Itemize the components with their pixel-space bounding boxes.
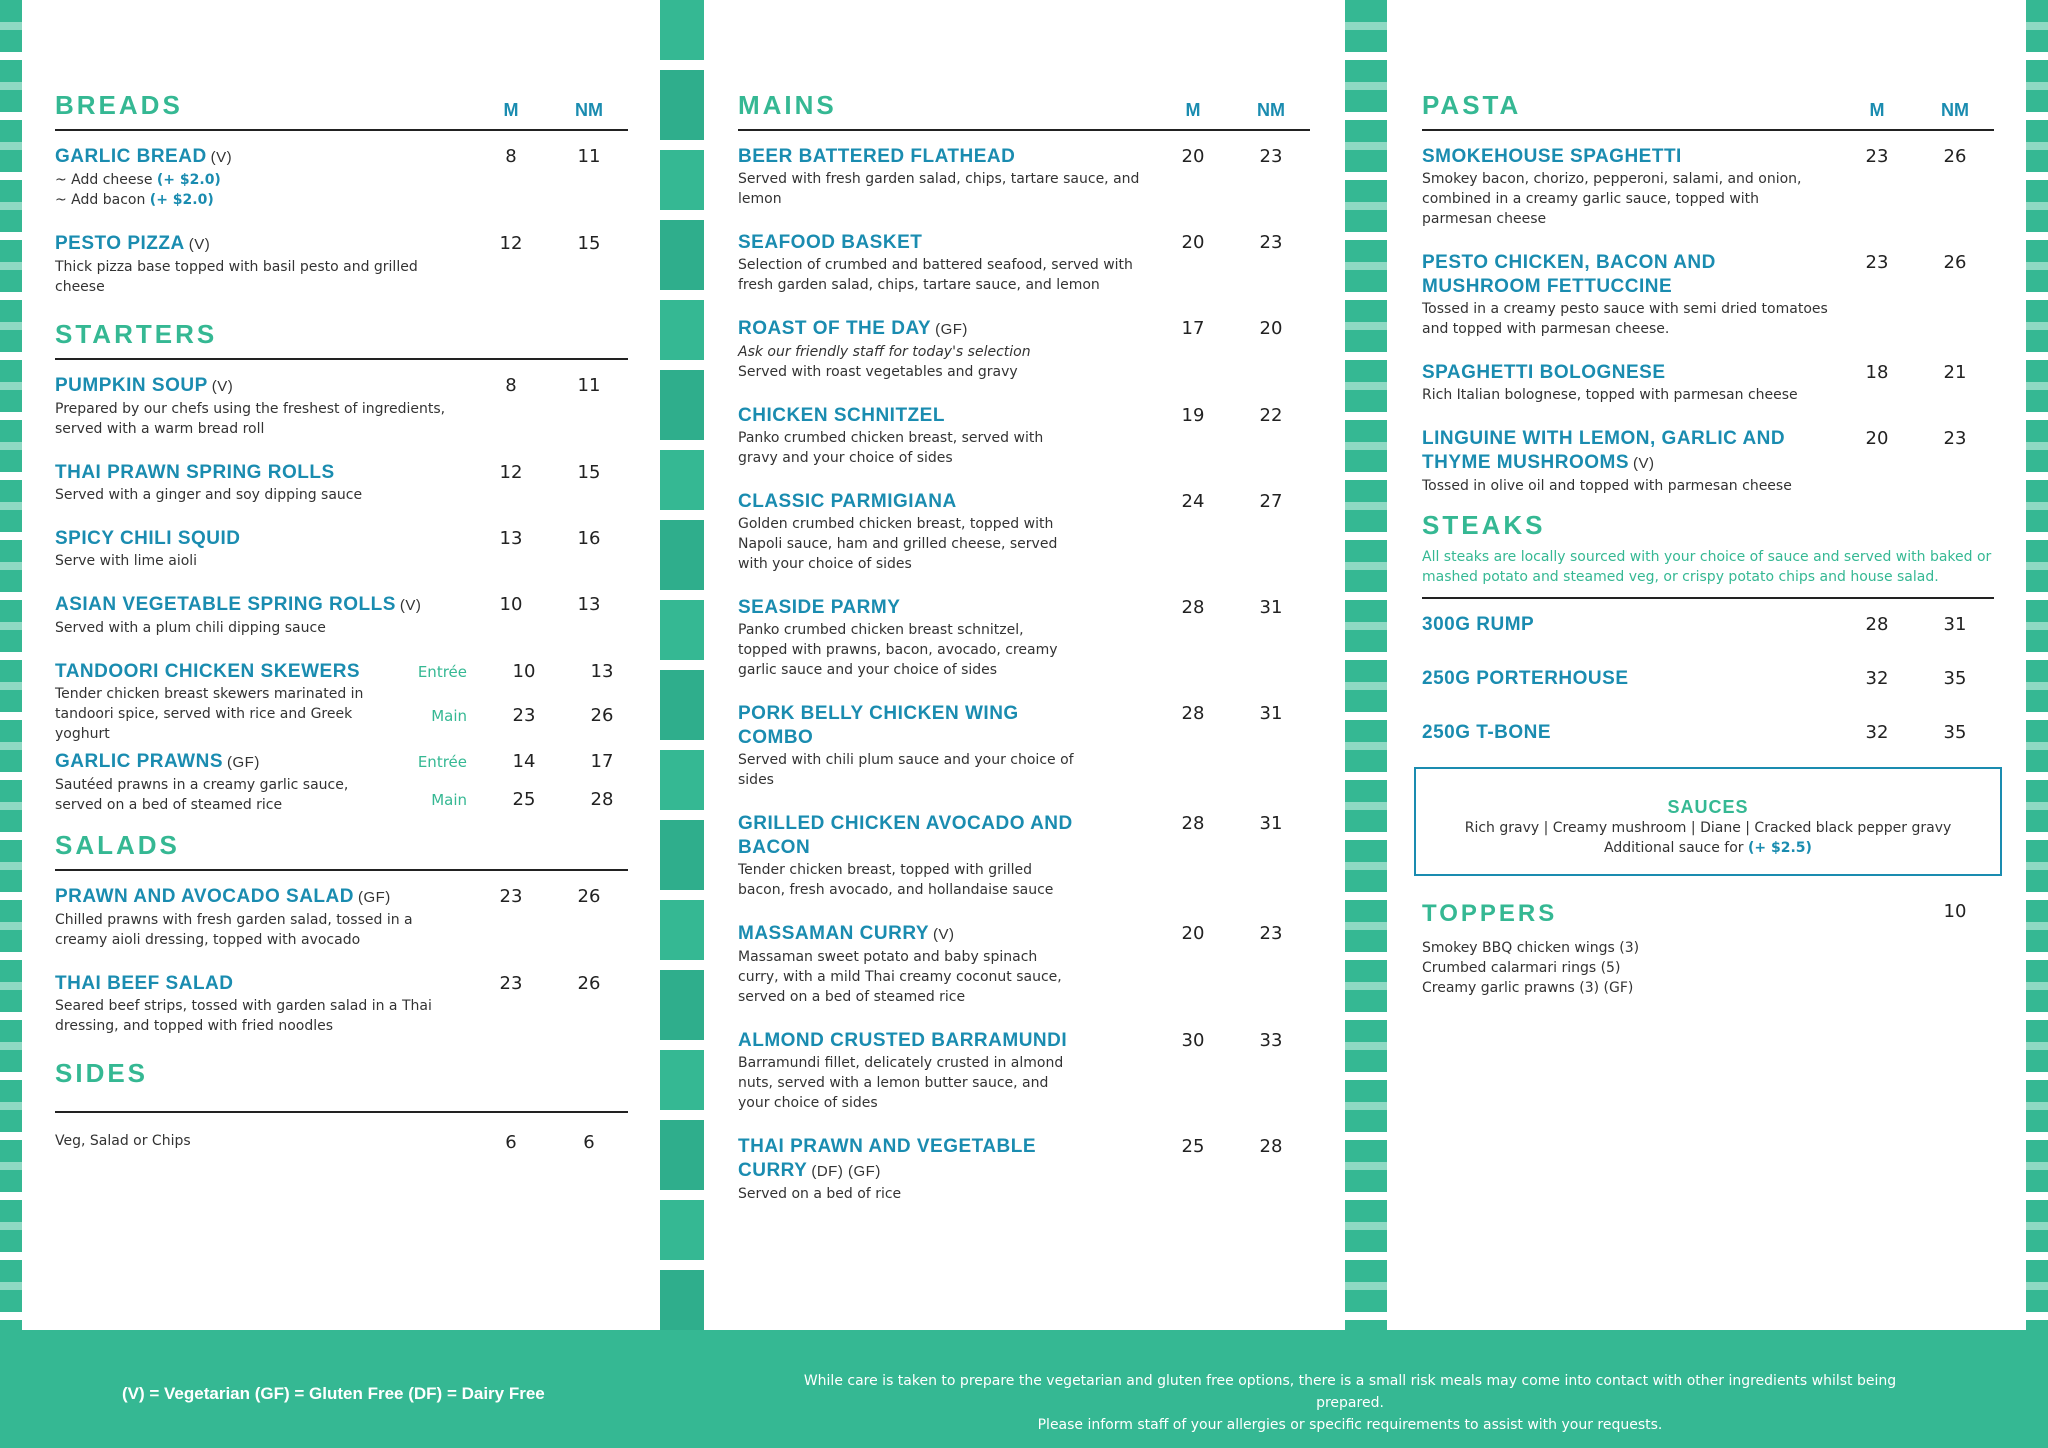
menu-item — [738, 1135, 1310, 1204]
price-nm: 15 — [577, 462, 601, 483]
item-desc: Massaman sweet potato and baby spinach curry, with a mild Thai creamy coconut sauce, served on a bed of steamed rice — [738, 949, 1062, 1005]
item-name: PORK BELLY CHICKEN WING COMBO — [738, 703, 1019, 748]
section-title: PASTA — [1422, 90, 1522, 120]
price-m: 10 — [512, 661, 536, 682]
price-nm: 35 — [1943, 668, 1967, 689]
item-desc: Panko crumbed chicken breast, served with gravy and your choice of sides — [738, 430, 1044, 466]
price-m: 32 — [1865, 722, 1889, 743]
item-desc: Served with chili plum sauce and your choice of sides — [738, 752, 1074, 788]
price-m: 12 — [499, 233, 523, 254]
entree-label: Entrée — [417, 663, 467, 681]
topper-item: Creamy garlic prawns (3) (GF) — [1422, 980, 1634, 996]
price-nm: 31 — [1259, 813, 1283, 834]
section-title: SIDES — [55, 1058, 149, 1088]
item-name: SEASIDE PARMY — [738, 597, 901, 618]
item-desc: Golden crumbed chicken breast, topped with Napoli sauce, ham and grilled cheese, served with your choice of sides — [738, 516, 1058, 572]
nm-label: NM — [1941, 100, 1969, 120]
item-desc: Rich Italian bolognese, topped with parmesan cheese — [1422, 387, 1798, 403]
decorative-border-right — [1345, 0, 1387, 1330]
menu-item — [55, 750, 628, 818]
price-nm: 22 — [1259, 405, 1283, 426]
price-m: 28 — [1181, 813, 1205, 834]
menu-item — [738, 231, 1310, 295]
price-m: 23 — [499, 886, 523, 907]
sauces-extra: Additional sauce for (+ $2.5) — [1604, 840, 1812, 856]
decorative-border-left — [0, 0, 22, 1330]
price-nm: 33 — [1259, 1030, 1283, 1051]
item-name: GARLIC BREAD (V) — [55, 146, 233, 167]
item-name: SEAFOOD BASKET — [738, 232, 923, 253]
item-desc: Prepared by our chefs using the freshest of ingredients, served with a warm bread roll — [55, 401, 446, 437]
price-m: 25 — [512, 789, 536, 810]
item-name: CLASSIC PARMIGIANA — [738, 491, 957, 512]
item-desc: Serve with lime aioli — [55, 553, 198, 569]
item-desc: Panko crumbed chicken breast schnitzel, topped with prawns, bacon, avocado, creamy garlic sauce and your choice of sides — [738, 622, 1058, 678]
menu-item — [738, 1029, 1310, 1113]
price-nm: 31 — [1259, 703, 1283, 724]
price-nm: 26 — [577, 886, 601, 907]
menu-item — [55, 527, 628, 571]
breads-header — [55, 90, 628, 131]
price-m: 20 — [1181, 232, 1205, 253]
topper-item: Smokey BBQ chicken wings (3) — [1422, 940, 1640, 956]
item-desc: Smokey bacon, chorizo, pepperoni, salami, and onion, combined in a creamy garlic sauce, topped with parmesan cheese — [1422, 171, 1802, 227]
price-nm: 11 — [577, 375, 601, 396]
price-nm: 26 — [1943, 146, 1967, 167]
price-nm: 20 — [1259, 318, 1283, 339]
price-m: 14 — [512, 751, 536, 772]
item-desc: Selection of crumbed and battered seafood, served with fresh garden salad, chips, tartare sauce, and lemon — [738, 257, 1133, 293]
item-name: THAI PRAWN SPRING ROLLS — [55, 462, 335, 483]
item-name: PRAWN AND AVOCADO SALAD (GF) — [55, 886, 391, 907]
item-desc: Tossed in olive oil and topped with parmesan cheese — [1422, 478, 1792, 494]
menu-column-3 — [1422, 90, 1994, 998]
decorative-border-middle — [660, 0, 704, 1330]
section-title: MAINS — [738, 90, 837, 120]
menu-item — [55, 885, 628, 950]
price-nm: 31 — [1259, 597, 1283, 618]
price-nm: 6 — [583, 1132, 595, 1153]
item-desc: Veg, Salad or Chips — [55, 1133, 191, 1149]
menu-item — [738, 596, 1310, 680]
price-m: 18 — [1865, 362, 1889, 383]
m-label: M — [1185, 100, 1201, 120]
price-m: 19 — [1181, 405, 1205, 426]
menu-column-1 — [55, 90, 628, 1177]
price-m: 8 — [505, 146, 517, 167]
steaks-note: All steaks are locally sourced with your choice of sauce and served with baked or mashed potato and steamed veg, or crispy potato chips and house salad. — [1422, 547, 1994, 599]
price-nm: 23 — [1259, 232, 1283, 253]
price-nm: 15 — [577, 233, 601, 254]
item-name: ALMOND CRUSTED BARRAMUNDI — [738, 1030, 1068, 1051]
price-m: 6 — [505, 1132, 517, 1153]
addon: ~ Add cheese (+ $2.0) — [55, 172, 221, 188]
allergy-disclaimer: While care is taken to prepare the vegetarian and gluten free options, there is a small risk meals may come into contact with other ingredients whilst being prepared. Please inform staff of your allergies or specific requirements to assist with your requests. — [803, 1373, 1897, 1433]
item-name: SPICY CHILI SQUID — [55, 528, 241, 549]
section-title: TOPPERS — [1422, 900, 1558, 927]
price-m: 13 — [499, 528, 523, 549]
item-name: SMOKEHOUSE SPAGHETTI — [1422, 146, 1682, 167]
footer — [0, 1330, 2048, 1448]
menu-item — [1422, 427, 1994, 496]
item-desc: Tender chicken breast, topped with grilled bacon, fresh avocado, and hollandaise sauce — [738, 862, 1054, 898]
mains-header — [738, 90, 1310, 131]
price-nm: 13 — [590, 661, 614, 682]
entree-label: Entrée — [417, 753, 467, 771]
item-name: GRILLED CHICKEN AVOCADO AND BACON — [738, 813, 1073, 858]
price-m: 23 — [499, 973, 523, 994]
item-name: ASIAN VEGETABLE SPRING ROLLS (V) — [55, 594, 422, 615]
price-nm: 35 — [1943, 722, 1967, 743]
pasta-header — [1422, 90, 1994, 131]
item-name: 250G T-BONE — [1422, 722, 1552, 743]
menu-item — [1422, 667, 1994, 691]
menu-item — [55, 1131, 628, 1155]
m-label: M — [1869, 100, 1885, 120]
price-m: 20 — [1181, 146, 1205, 167]
price-nm: 26 — [577, 973, 601, 994]
menu-item — [55, 145, 628, 210]
item-desc: Tossed in a creamy pesto sauce with semi dried tomatoes and topped with parmesan cheese. — [1422, 301, 1828, 337]
sauces-list: Rich gravy | Creamy mushroom | Diane | Cracked black pepper gravy — [1464, 820, 1952, 836]
item-desc: Served with fresh garden salad, chips, tartare sauce, and lemon — [738, 171, 1140, 207]
item-desc: Chilled prawns with fresh garden salad, tossed in a creamy aioli dressing, topped with avocado — [55, 912, 413, 948]
price-nm: 10 — [1943, 901, 1967, 922]
menu-item — [1422, 613, 1994, 637]
price-nm: 21 — [1943, 362, 1967, 383]
price-nm: 23 — [1259, 923, 1283, 944]
price-nm: 23 — [1943, 428, 1967, 449]
nm-label: NM — [1257, 100, 1285, 120]
item-desc: Seared beef strips, tossed with garden salad in a Thai dressing, and topped with fried noodles — [55, 998, 432, 1034]
item-desc: Served with a ginger and soy dipping sauce — [55, 487, 363, 503]
price-nm: 16 — [577, 528, 601, 549]
item-name: PESTO PIZZA (V) — [55, 233, 211, 254]
topper-item: Crumbed calarmari rings (5) — [1422, 960, 1621, 976]
item-name: 250G PORTERHOUSE — [1422, 668, 1629, 689]
price-m: 30 — [1181, 1030, 1205, 1051]
menu-item — [738, 812, 1310, 900]
price-m: 20 — [1865, 428, 1889, 449]
item-desc: Served on a bed of rice — [738, 1186, 902, 1202]
nm-label: NM — [575, 100, 603, 120]
section-title: SALADS — [55, 830, 180, 860]
dietary-legend: (V) = Vegetarian (GF) = Gluten Free (DF) = Dairy Free — [122, 1384, 545, 1403]
steaks-header — [1422, 510, 1994, 541]
price-m: 12 — [499, 462, 523, 483]
menu-item — [55, 461, 628, 505]
sauces-box — [1414, 767, 2002, 876]
item-name: GARLIC PRAWNS (GF) — [55, 751, 260, 772]
menu-item — [55, 232, 628, 297]
decorative-border-far-right — [2026, 0, 2048, 1330]
price-m: 32 — [1865, 668, 1889, 689]
price-nm: 28 — [590, 789, 614, 810]
toppers-header — [1422, 900, 1994, 928]
menu-item — [1422, 251, 1994, 339]
price-m: 17 — [1181, 318, 1205, 339]
item-name: THAI PRAWN AND VEGETABLE CURRY (DF) (GF) — [738, 1136, 1037, 1181]
menu-item — [1422, 721, 1994, 745]
starters-header — [55, 319, 628, 360]
item-name: THAI BEEF SALAD — [55, 973, 234, 994]
price-nm: 26 — [1943, 252, 1967, 273]
price-m: 28 — [1181, 597, 1205, 618]
menu-item — [738, 145, 1310, 209]
item-name: SPAGHETTI BOLOGNESE — [1422, 362, 1666, 383]
item-name: 300G RUMP — [1422, 614, 1535, 635]
menu-item — [738, 317, 1310, 382]
price-m: 23 — [1865, 252, 1889, 273]
price-m: 25 — [1181, 1136, 1205, 1157]
price-m: 20 — [1181, 923, 1205, 944]
item-name: ROAST OF THE DAY (GF) — [738, 318, 968, 339]
menu-item — [55, 593, 628, 638]
price-nm: 11 — [577, 146, 601, 167]
menu-item — [738, 702, 1310, 790]
item-desc: Served with roast vegetables and gravy — [738, 364, 1018, 380]
item-name: CHICKEN SCHNITZEL — [738, 405, 945, 426]
m-label: M — [503, 100, 519, 120]
section-title: STARTERS — [55, 319, 218, 349]
menu-item — [55, 660, 628, 748]
item-name: BEER BATTERED FLATHEAD — [738, 146, 1016, 167]
section-title: STEAKS — [1422, 510, 1546, 540]
item-desc: Served with a plum chili dipping sauce — [55, 620, 326, 636]
salads-header — [55, 830, 628, 871]
price-m: 28 — [1865, 614, 1889, 635]
section-title: BREADS — [55, 90, 183, 120]
price-m: 8 — [505, 375, 517, 396]
item-desc: Thick pizza base topped with basil pesto and grilled cheese — [55, 259, 418, 295]
menu-item — [738, 922, 1310, 1007]
price-nm: 26 — [590, 705, 614, 726]
addon: ~ Add bacon (+ $2.0) — [55, 192, 214, 208]
item-note: Ask our friendly staff for today's selection — [738, 344, 1031, 360]
menu-item — [55, 374, 628, 439]
menu-item — [1422, 361, 1994, 405]
price-m: 10 — [499, 594, 523, 615]
price-m: 23 — [512, 705, 536, 726]
sides-header — [55, 1058, 628, 1113]
item-desc: Barramundi fillet, delicately crusted in almond nuts, served with a lemon butter sauce, and your choice of sides — [738, 1055, 1064, 1111]
item-name: LINGUINE WITH LEMON, GARLIC AND THYME MUSHROOMS (V) — [1422, 428, 1786, 473]
menu-column-2 — [738, 90, 1310, 1226]
menu-item — [55, 972, 628, 1036]
item-name: TANDOORI CHICKEN SKEWERS — [55, 661, 361, 682]
menu-item — [1422, 145, 1994, 229]
price-nm: 31 — [1943, 614, 1967, 635]
price-m: 28 — [1181, 703, 1205, 724]
item-desc: Tender chicken breast skewers marinated in tandoori spice, served with rice and Greek yoghurt — [55, 686, 364, 742]
item-name: PESTO CHICKEN, BACON AND MUSHROOM FETTUCCINE — [1422, 252, 1716, 297]
item-name: PUMPKIN SOUP (V) — [55, 375, 234, 396]
item-desc: Sautéed prawns in a creamy garlic sauce, served on a bed of steamed rice — [55, 777, 349, 813]
menu-item — [738, 404, 1310, 468]
menu-item — [738, 490, 1310, 574]
sauces-title: SAUCES — [1667, 797, 1749, 817]
item-name: MASSAMAN CURRY (V) — [738, 923, 955, 944]
price-nm: 28 — [1259, 1136, 1283, 1157]
price-m: 24 — [1181, 491, 1205, 512]
price-nm: 17 — [590, 751, 614, 772]
main-label: Main — [431, 791, 467, 809]
price-nm: 27 — [1259, 491, 1283, 512]
price-nm: 23 — [1259, 146, 1283, 167]
price-m: 23 — [1865, 146, 1889, 167]
main-label: Main — [431, 707, 467, 725]
price-nm: 13 — [577, 594, 601, 615]
